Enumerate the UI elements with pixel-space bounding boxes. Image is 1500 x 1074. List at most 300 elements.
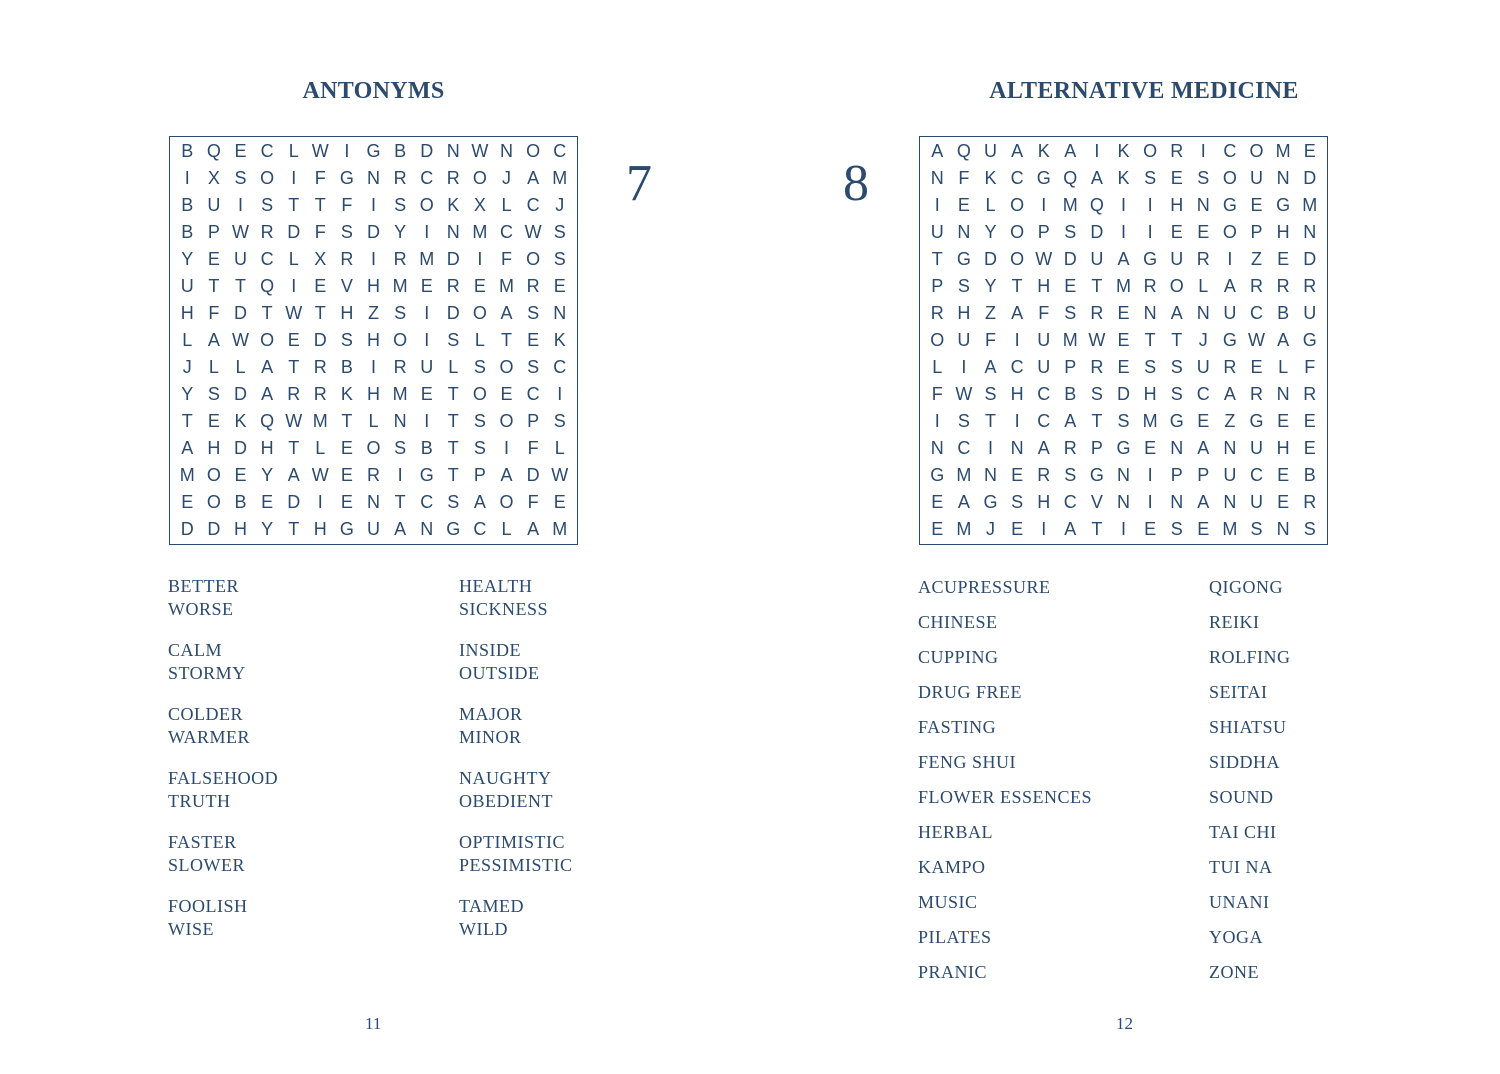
grid-letter: S (1170, 357, 1183, 377)
grid-letter: C (473, 519, 487, 539)
grid-letter: R (1249, 276, 1263, 296)
grid-letter: U (420, 357, 434, 377)
grid-letter: U (180, 276, 194, 296)
grid-letter: R (393, 249, 407, 269)
grid-letter: T (341, 411, 353, 431)
grid-letter: W (231, 222, 249, 242)
grid-letter: N (553, 303, 567, 323)
grid-letter: G (1222, 195, 1237, 215)
grid-letter: W (231, 330, 249, 350)
grid-letter: R (393, 168, 407, 188)
grid-letter: C (1063, 492, 1077, 512)
word-list-item: REIKI (1209, 612, 1260, 632)
grid-letter: T (1144, 330, 1156, 350)
grid-letter: N (957, 222, 971, 242)
grid-letter: R (1090, 303, 1104, 323)
grid-letter: F (984, 330, 996, 350)
word-list-item: SOUND (1209, 787, 1274, 807)
grid-letter: U (1170, 249, 1184, 269)
grid-letter: D (313, 330, 327, 350)
grid-letter: S (1011, 492, 1024, 512)
grid-letter: U (930, 222, 944, 242)
grid-letter: T (1011, 276, 1023, 296)
grid-letter: H (1170, 195, 1184, 215)
word-list-item: OPTIMISTIC (459, 832, 566, 852)
grid-letter: R (1303, 384, 1317, 404)
word-list-item: KAMPO (918, 857, 986, 877)
grid-letter: T (1091, 411, 1103, 431)
grid-letter: L (1278, 357, 1289, 377)
grid-letter: T (288, 357, 300, 377)
grid-letter: A (287, 465, 300, 485)
grid-letter: B (420, 438, 433, 458)
grid-letter: Y (984, 222, 997, 242)
grid-letter: I (1147, 465, 1153, 485)
grid-letter: O (393, 330, 408, 350)
word-list-item: PESSIMISTIC (459, 855, 573, 875)
grid-letter: T (234, 276, 246, 296)
grid-letter: M (392, 384, 408, 404)
grid-letter: U (1223, 303, 1237, 323)
grid-letter: E (340, 492, 353, 512)
grid-letter: D (983, 249, 997, 269)
word-list-item: PILATES (918, 927, 992, 947)
word-list-item: CALM (168, 640, 223, 660)
grid-letter: D (287, 222, 301, 242)
grid-letter: S (1144, 357, 1157, 377)
grid-letter: Z (984, 303, 996, 323)
word-list-column (918, 575, 1092, 995)
grid-letter: I (1200, 141, 1206, 161)
grid-letter: W (524, 222, 542, 242)
grid-letter: M (472, 222, 488, 242)
grid-letter: R (340, 249, 354, 269)
grid-letter: M (956, 465, 972, 485)
grid-letter: A (1037, 438, 1050, 458)
grid-letter: C (499, 222, 513, 242)
grid-letter: F (208, 303, 220, 323)
grid-letter: I (1227, 249, 1233, 269)
grid-letter: P (931, 276, 944, 296)
grid-letter: R (1303, 492, 1317, 512)
grid-letter: I (424, 411, 430, 431)
grid-letter: G (930, 465, 945, 485)
grid-letter: G (1036, 168, 1051, 188)
grid-letter: S (1090, 384, 1103, 404)
grid-letter: F (1038, 303, 1050, 323)
word-list-item: YOGA (1209, 927, 1263, 947)
word-list-item: TUI NA (1209, 857, 1273, 877)
grid-letter: U (1037, 330, 1051, 350)
grid-letter: A (527, 168, 540, 188)
grid-letter: M (552, 168, 568, 188)
grid-letter: L (474, 330, 485, 350)
grid-letter: I (934, 411, 940, 431)
grid-letter: P (1037, 222, 1050, 242)
grid-letter: H (1276, 438, 1290, 458)
grid-letter: G (1089, 465, 1104, 485)
grid-letter: W (285, 411, 303, 431)
grid-letter: T (288, 195, 300, 215)
grid-letter: S (1064, 303, 1077, 323)
grid-letter: N (930, 168, 944, 188)
grid-letter: U (233, 249, 247, 269)
grid-letter: E (314, 276, 327, 296)
grid-letter: K (234, 411, 247, 431)
grid-letter: E (1197, 411, 1210, 431)
grid-letter: W (285, 303, 303, 323)
grid-letter: O (1010, 195, 1025, 215)
grid-letter: D (233, 303, 247, 323)
word-list-item: DRUG FREE (918, 682, 1023, 702)
grid-letter: O (206, 492, 221, 512)
grid-letter: G (339, 519, 354, 539)
grid-letter: O (366, 438, 381, 458)
grid-letter: L (932, 357, 943, 377)
grid-letter: R (393, 357, 407, 377)
grid-letter: T (1091, 519, 1103, 539)
right-page (750, 0, 1500, 1074)
grid-letter: A (1197, 438, 1210, 458)
grid-letter: E (553, 492, 566, 512)
grid-letter: K (340, 384, 353, 404)
grid-letter: G (339, 168, 354, 188)
grid-letter: K (553, 330, 566, 350)
word-list-item: COLDER (168, 704, 243, 724)
word-list-item: TRUTH (168, 791, 231, 811)
grid-letter: L (208, 357, 219, 377)
grid-letter: O (1143, 141, 1158, 161)
page-number: 11 (365, 1014, 382, 1033)
grid-letter: T (500, 330, 512, 350)
grid-letter: U (957, 330, 971, 350)
grid-letter: G (366, 141, 381, 161)
word-list-item: SHIATSU (1209, 717, 1287, 737)
grid-letter: M (1142, 411, 1158, 431)
grid-letter: A (527, 519, 540, 539)
grid-letter: L (368, 411, 379, 431)
grid-letter: A (1064, 141, 1077, 161)
grid-letter: D (1090, 222, 1104, 242)
grid-letter: O (206, 465, 221, 485)
grid-letter: R (1037, 465, 1051, 485)
grid-letter: C (420, 168, 434, 188)
grid-letter: E (1277, 492, 1290, 512)
grid-letter: E (1064, 276, 1077, 296)
grid-letter: T (288, 438, 300, 458)
grid-letter: S (957, 276, 970, 296)
grid-letter: U (1303, 303, 1317, 323)
grid-letter: M (1115, 276, 1131, 296)
grid-letter: B (181, 195, 194, 215)
grid-letter: I (1014, 330, 1020, 350)
grid-letter: Y (181, 249, 194, 269)
grid-letter: L (288, 249, 299, 269)
grid-letter: S (1064, 465, 1077, 485)
grid-letter: I (503, 438, 509, 458)
grid-letter: N (366, 168, 380, 188)
grid-letter: T (447, 465, 459, 485)
grid-letter: I (317, 492, 323, 512)
grid-letter: E (207, 411, 220, 431)
word-list-item: SEITAI (1209, 682, 1268, 702)
grid-letter: T (288, 519, 300, 539)
grid-letter: I (1120, 519, 1126, 539)
grid-letter: I (1014, 411, 1020, 431)
grid-letter: L (501, 519, 512, 539)
grid-letter: E (1277, 465, 1290, 485)
grid-letter: Q (1063, 168, 1078, 188)
grid-letter: B (1277, 303, 1290, 323)
grid-letter: I (1147, 222, 1153, 242)
grid-letter: H (1143, 384, 1157, 404)
grid-letter: P (1250, 222, 1263, 242)
grid-letter: J (985, 519, 995, 539)
grid-letter: E (1197, 222, 1210, 242)
grid-letter: E (500, 384, 513, 404)
word-list-item: PRANIC (918, 962, 988, 982)
grid-letter: F (527, 492, 539, 512)
grid-letter: S (1144, 168, 1157, 188)
grid-letter: B (181, 222, 194, 242)
grid-letter: E (1303, 438, 1316, 458)
grid-letter: A (261, 384, 274, 404)
grid-letter: B (1303, 465, 1316, 485)
grid-letter: F (1304, 357, 1316, 377)
grid-letter: N (499, 141, 513, 161)
grid-letter: N (446, 141, 460, 161)
grid-letter: I (424, 303, 430, 323)
grid-letter: C (1196, 384, 1210, 404)
grid-letter: T (181, 411, 193, 431)
grid-letter: R (1223, 357, 1237, 377)
grid-letter: Q (1089, 195, 1104, 215)
grid-letter: U (1249, 168, 1263, 188)
grid-letter: Z (367, 303, 379, 323)
grid-letter: F (341, 195, 353, 215)
grid-letter: P (1170, 465, 1183, 485)
grid-letter: I (961, 357, 967, 377)
word-list-item: FASTER (168, 832, 237, 852)
grid-letter: I (987, 438, 993, 458)
grid-letter: I (1041, 519, 1047, 539)
word-search-grid (919, 136, 1328, 545)
grid-letter: H (366, 276, 380, 296)
grid-letter: H (180, 303, 194, 323)
grid-letter: C (553, 141, 567, 161)
word-pair (168, 639, 246, 685)
grid-letter: F (958, 168, 970, 188)
word-pair (459, 767, 553, 813)
grid-letter: R (1196, 249, 1210, 269)
grid-letter: T (261, 303, 273, 323)
grid-letter: N (1116, 465, 1130, 485)
grid-letter: I (237, 195, 243, 215)
grid-letter: E (1011, 519, 1024, 539)
grid-letter: U (1196, 357, 1210, 377)
grid-letter: R (446, 168, 460, 188)
grid-letter: C (1010, 168, 1024, 188)
word-list-item: OBEDIENT (459, 791, 553, 811)
grid-letter: A (1064, 519, 1077, 539)
grid-letter: D (526, 465, 540, 485)
word-pair (168, 831, 245, 877)
word-search-grid (169, 136, 578, 545)
grid-letter: E (553, 276, 566, 296)
grid-letter: P (1090, 438, 1103, 458)
word-list-item: HERBAL (918, 822, 993, 842)
grid-letter: S (473, 438, 486, 458)
grid-letter: C (526, 195, 540, 215)
grid-letter: A (1197, 492, 1210, 512)
grid-letter: O (260, 330, 275, 350)
grid-letter: E (1144, 519, 1157, 539)
word-pair (459, 639, 540, 685)
grid-letter: O (419, 195, 434, 215)
grid-letter: O (1169, 276, 1184, 296)
grid-letter: C (1010, 357, 1024, 377)
grid-letter: H (1037, 492, 1051, 512)
grid-letter: N (1276, 168, 1290, 188)
grid-letter: E (1250, 195, 1263, 215)
grid-letter: B (394, 141, 407, 161)
word-pair (459, 831, 573, 877)
grid-letter: N (983, 465, 997, 485)
grid-letter: V (1090, 492, 1103, 512)
grid-letter: M (1222, 519, 1238, 539)
grid-letter: E (1170, 222, 1183, 242)
grid-letter: R (1090, 357, 1104, 377)
grid-letter: T (447, 411, 459, 431)
grid-letter: L (448, 357, 459, 377)
grid-letter: O (526, 249, 541, 269)
grid-letter: T (314, 195, 326, 215)
grid-letter: E (261, 492, 274, 512)
grid-letter: W (1088, 330, 1106, 350)
grid-letter: P (473, 465, 486, 485)
grid-letter: R (1276, 276, 1290, 296)
grid-letter: I (184, 168, 190, 188)
grid-letter: E (181, 492, 194, 512)
grid-letter: R (313, 357, 327, 377)
grid-letter: D (420, 141, 434, 161)
grid-letter: O (472, 168, 487, 188)
grid-letter: X (473, 195, 486, 215)
grid-letter: S (1117, 411, 1130, 431)
grid-letter: S (394, 303, 407, 323)
grid-letter: C (1249, 465, 1263, 485)
puzzle-number: 7 (626, 155, 652, 212)
grid-letter: D (1116, 384, 1130, 404)
grid-letter: A (1090, 168, 1103, 188)
grid-letter: Y (984, 276, 997, 296)
grid-letter: I (934, 195, 940, 215)
grid-letter: E (1250, 357, 1263, 377)
grid-letter: I (477, 249, 483, 269)
grid-letter: X (207, 168, 220, 188)
grid-letter: E (1117, 357, 1130, 377)
grid-letter: E (1117, 303, 1130, 323)
grid-letter: A (500, 465, 513, 485)
grid-letter: S (261, 195, 274, 215)
grid-letter: D (1303, 249, 1317, 269)
grid-letter: L (182, 330, 193, 350)
word-list-item: FASTING (918, 717, 997, 737)
grid-letter: W (551, 465, 569, 485)
grid-letter: I (291, 276, 297, 296)
word-pair (168, 895, 248, 941)
grid-letter: I (1041, 195, 1047, 215)
grid-letter: T (447, 384, 459, 404)
grid-letter: R (1063, 438, 1077, 458)
grid-letter: S (207, 384, 220, 404)
grid-letter: I (397, 465, 403, 485)
grid-letter: O (260, 168, 275, 188)
grid-letter: E (1303, 411, 1316, 431)
grid-letter: I (291, 168, 297, 188)
grid-letter: H (207, 438, 221, 458)
grid-letter: N (1196, 303, 1210, 323)
word-list-item: SIDDHA (1209, 752, 1281, 772)
grid-letter: G (1116, 438, 1131, 458)
grid-letter: S (984, 384, 997, 404)
grid-letter: G (1169, 411, 1184, 431)
grid-letter: F (527, 438, 539, 458)
grid-letter: A (181, 438, 194, 458)
grid-letter: D (1063, 249, 1077, 269)
grid-letter: S (553, 411, 566, 431)
grid-letter: P (1197, 465, 1210, 485)
grid-letter: W (955, 384, 973, 404)
grid-letter: S (1197, 168, 1210, 188)
grid-letter: H (313, 519, 327, 539)
grid-letter: H (260, 438, 274, 458)
grid-letter: K (984, 168, 997, 188)
word-list-item: FENG SHUI (918, 752, 1017, 772)
grid-letter: A (957, 492, 970, 512)
grid-letter: S (553, 249, 566, 269)
word-list-item: WISE (168, 919, 214, 939)
grid-letter: P (207, 222, 220, 242)
grid-letter: B (181, 141, 194, 161)
grid-letter: I (1147, 195, 1153, 215)
grid-letter: A (1277, 330, 1290, 350)
grid-letter: T (1091, 276, 1103, 296)
grid-letter: A (1011, 141, 1024, 161)
grid-letter: O (472, 384, 487, 404)
word-list-item: NAUGHTY (459, 768, 552, 788)
grid-letter: S (473, 357, 486, 377)
grid-letter: M (312, 411, 328, 431)
word-pair (168, 767, 278, 813)
grid-letter: T (984, 411, 996, 431)
grid-letter: R (366, 465, 380, 485)
grid-letter: K (447, 195, 460, 215)
grid-letter: E (1277, 249, 1290, 269)
word-list-item: MUSIC (918, 892, 978, 912)
word-list-item: INSIDE (459, 640, 521, 660)
grid-letter: I (424, 330, 430, 350)
grid-letter: A (500, 303, 513, 323)
grid-letter: T (394, 492, 406, 512)
grid-letter: W (471, 141, 489, 161)
grid-letter: A (1223, 276, 1236, 296)
grid-letter: C (420, 492, 434, 512)
grid-letter: L (985, 195, 996, 215)
grid-letter: O (499, 411, 514, 431)
grid-letter: H (366, 330, 380, 350)
grid-letter: R (1170, 141, 1184, 161)
